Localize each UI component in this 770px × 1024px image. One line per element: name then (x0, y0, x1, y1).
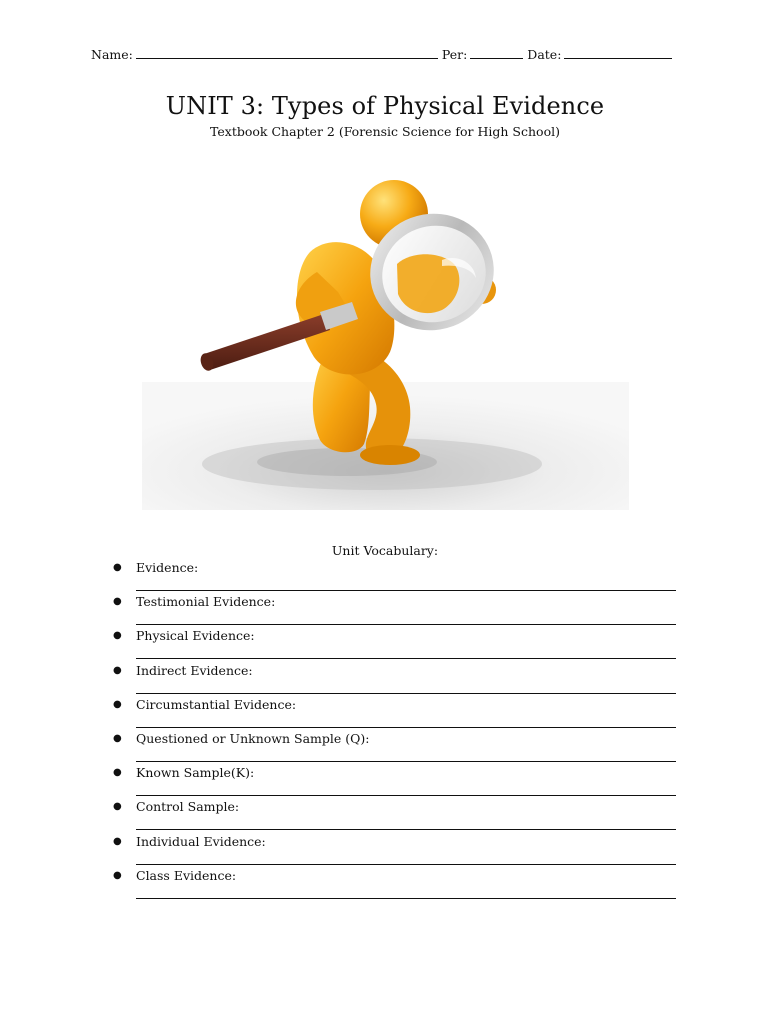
vocab-term: Evidence: (136, 560, 199, 575)
answer-line[interactable] (136, 829, 676, 830)
vocab-item-class-evidence (108, 868, 678, 902)
vocab-term: Testimonial Evidence: (136, 594, 276, 610)
worksheet-subtitle: Textbook Chapter 2 (Forensic Science for High School) (210, 124, 560, 139)
bullet-icon: ● (113, 562, 122, 573)
vocab-item-known-sample (108, 765, 678, 799)
answer-line[interactable] (136, 898, 676, 899)
vocab-item-circumstantial-evidence (108, 697, 678, 731)
detective-magnifier-figure-icon (142, 172, 629, 510)
vocab-term: Known Sample(K): (136, 765, 255, 781)
bullet-icon: ● (113, 869, 122, 881)
date-blank[interactable] (564, 46, 672, 59)
name-label: Name: (91, 47, 133, 62)
answer-line[interactable] (136, 864, 676, 865)
date-label: Date: (527, 47, 562, 62)
bullet-icon: ● (113, 835, 122, 847)
answer-line[interactable] (136, 693, 676, 694)
name-blank[interactable] (136, 46, 438, 59)
vocab-term: Physical Evidence: (136, 628, 255, 644)
answer-line[interactable] (136, 795, 676, 796)
bullet-icon: ● (113, 801, 122, 813)
detective-illustration (142, 172, 629, 510)
vocab-item-control-sample (108, 799, 678, 833)
answer-line[interactable] (136, 590, 676, 591)
vocab-term: Circumstantial Evidence: (136, 696, 297, 712)
vocab-item-indirect-evidence (108, 663, 678, 697)
vocab-term: Questioned or Unknown Sample (Q): (136, 730, 370, 746)
period-blank[interactable] (470, 46, 523, 59)
bullet-icon: ● (113, 596, 122, 608)
period-label: Per: (441, 47, 468, 62)
vocab-term: Individual Evidence: (136, 833, 266, 849)
answer-line[interactable] (136, 727, 676, 728)
bullet-icon: ● (113, 698, 122, 710)
bullet-icon: ● (113, 767, 122, 779)
vocabulary-heading: Unit Vocabulary: (331, 543, 439, 558)
bullet-icon: ● (113, 732, 122, 744)
answer-line[interactable] (136, 624, 676, 625)
vocab-term: Control Sample: (136, 799, 240, 815)
vocabulary-list (108, 560, 678, 902)
student-info-line (91, 46, 686, 62)
bullet-icon: ● (113, 664, 122, 676)
vocab-item-questioned-sample (108, 731, 678, 765)
vocab-item-evidence (108, 560, 678, 594)
vocab-term: Indirect Evidence: (136, 662, 253, 678)
vocab-item-physical-evidence (108, 628, 678, 662)
bullet-icon: ● (113, 630, 122, 642)
answer-line[interactable] (136, 761, 676, 762)
vocab-term: Class Evidence: (136, 867, 237, 883)
worksheet-title: UNIT 3: Types of Physical Evidence (165, 92, 605, 120)
vocab-item-testimonial-evidence (108, 594, 678, 628)
vocab-item-individual-evidence (108, 834, 678, 868)
answer-line[interactable] (136, 658, 676, 659)
